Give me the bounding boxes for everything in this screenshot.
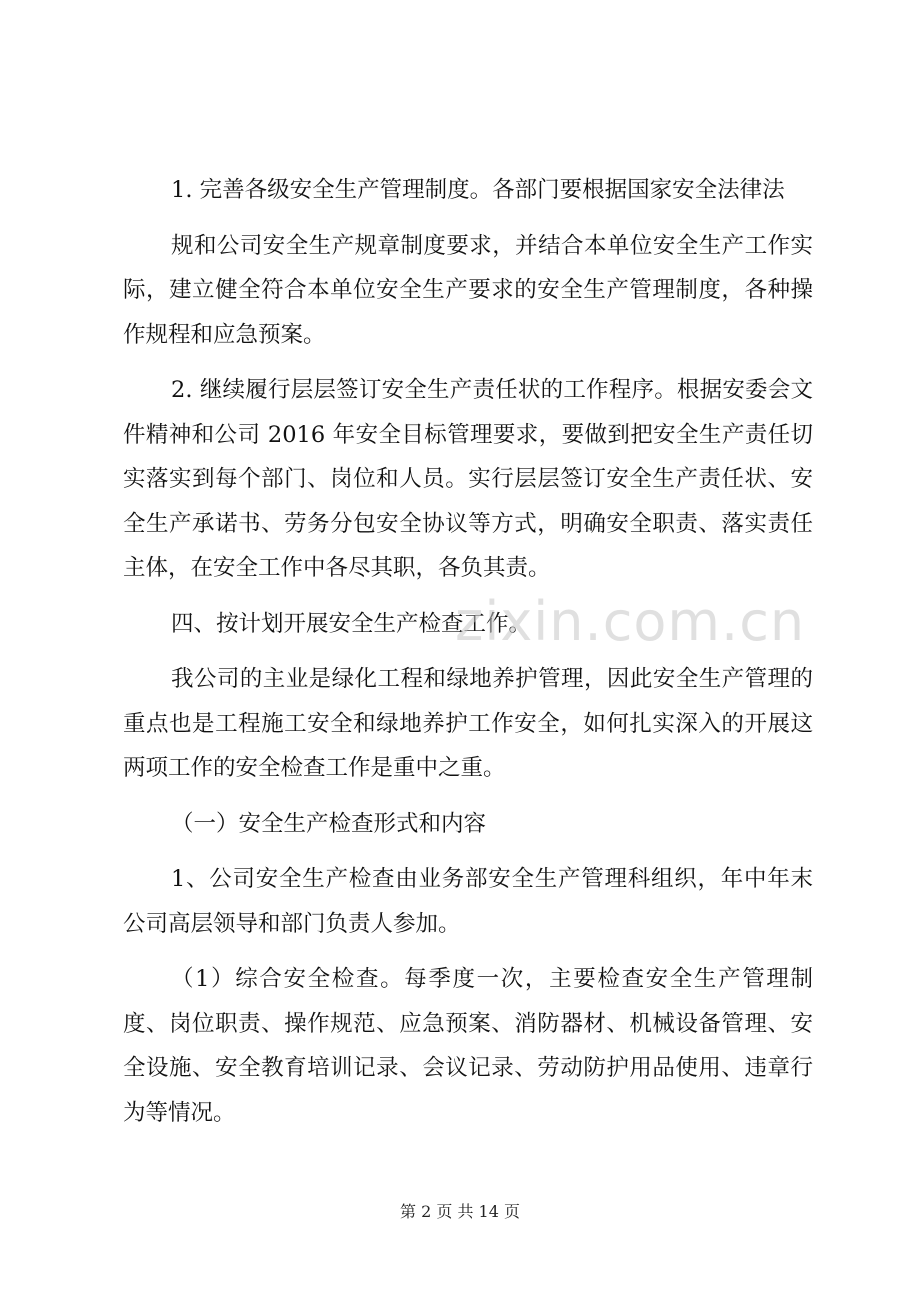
paragraph-1: 1. 完善各级安全生产管理制度。各部门要根据国家安全法律法 [171, 177, 785, 203]
section-heading-4: 四、按计划开展安全生产检查工作。 [171, 610, 532, 637]
paragraph-8: （1）综合安全检查。每季度一次，主要检查安全生产管理制度、岗位职责、操作规范、应急预案、消防器材、机械设备管理、安全设施、安全教育培训记录、会议记录、劳动防护用品使用、违章行为等情况。 [123, 966, 813, 1126]
paragraph-3: 2. 继续履行层层签订安全生产责任状的工作程序。根据安委会文件精神和公司 2016 年安全目标管理要求，要做到把安全生产责任切实落实到每个部门、岗位和人员。实行层层签订安全生产责任状、安全生产承诺书、劳务分包安全协议等方式，明确安全职责、落实责任主体，在安全工作中各尽其职，各负其责。 [123, 377, 813, 581]
paragraph-7: 1、公司安全生产检查由业务部安全生产管理科组织，年中年末公司高层领导和部门负责人参加。 [123, 866, 813, 937]
subsection-heading-1: （一）安全生产检查形式和内容 [171, 810, 487, 837]
paragraph-5: 我公司的主业是绿化工程和绿地养护管理，因此安全生产管理的重点也是工程施工安全和绿地养护工作安全，如何扎实深入的开展这两项工作的安全检查工作是重中之重。 [123, 666, 813, 781]
watermark: zixin.com.cn [455, 590, 806, 653]
paragraph-2: 规和公司安全生产规章制度要求，并结合本单位安全生产工作实际，建立健全符合本单位安全生产要求的安全生产管理制度，各种操作规程和应急预案。 [123, 232, 813, 348]
page-footer: 第 2 页 共 14 页 [400, 1202, 520, 1221]
